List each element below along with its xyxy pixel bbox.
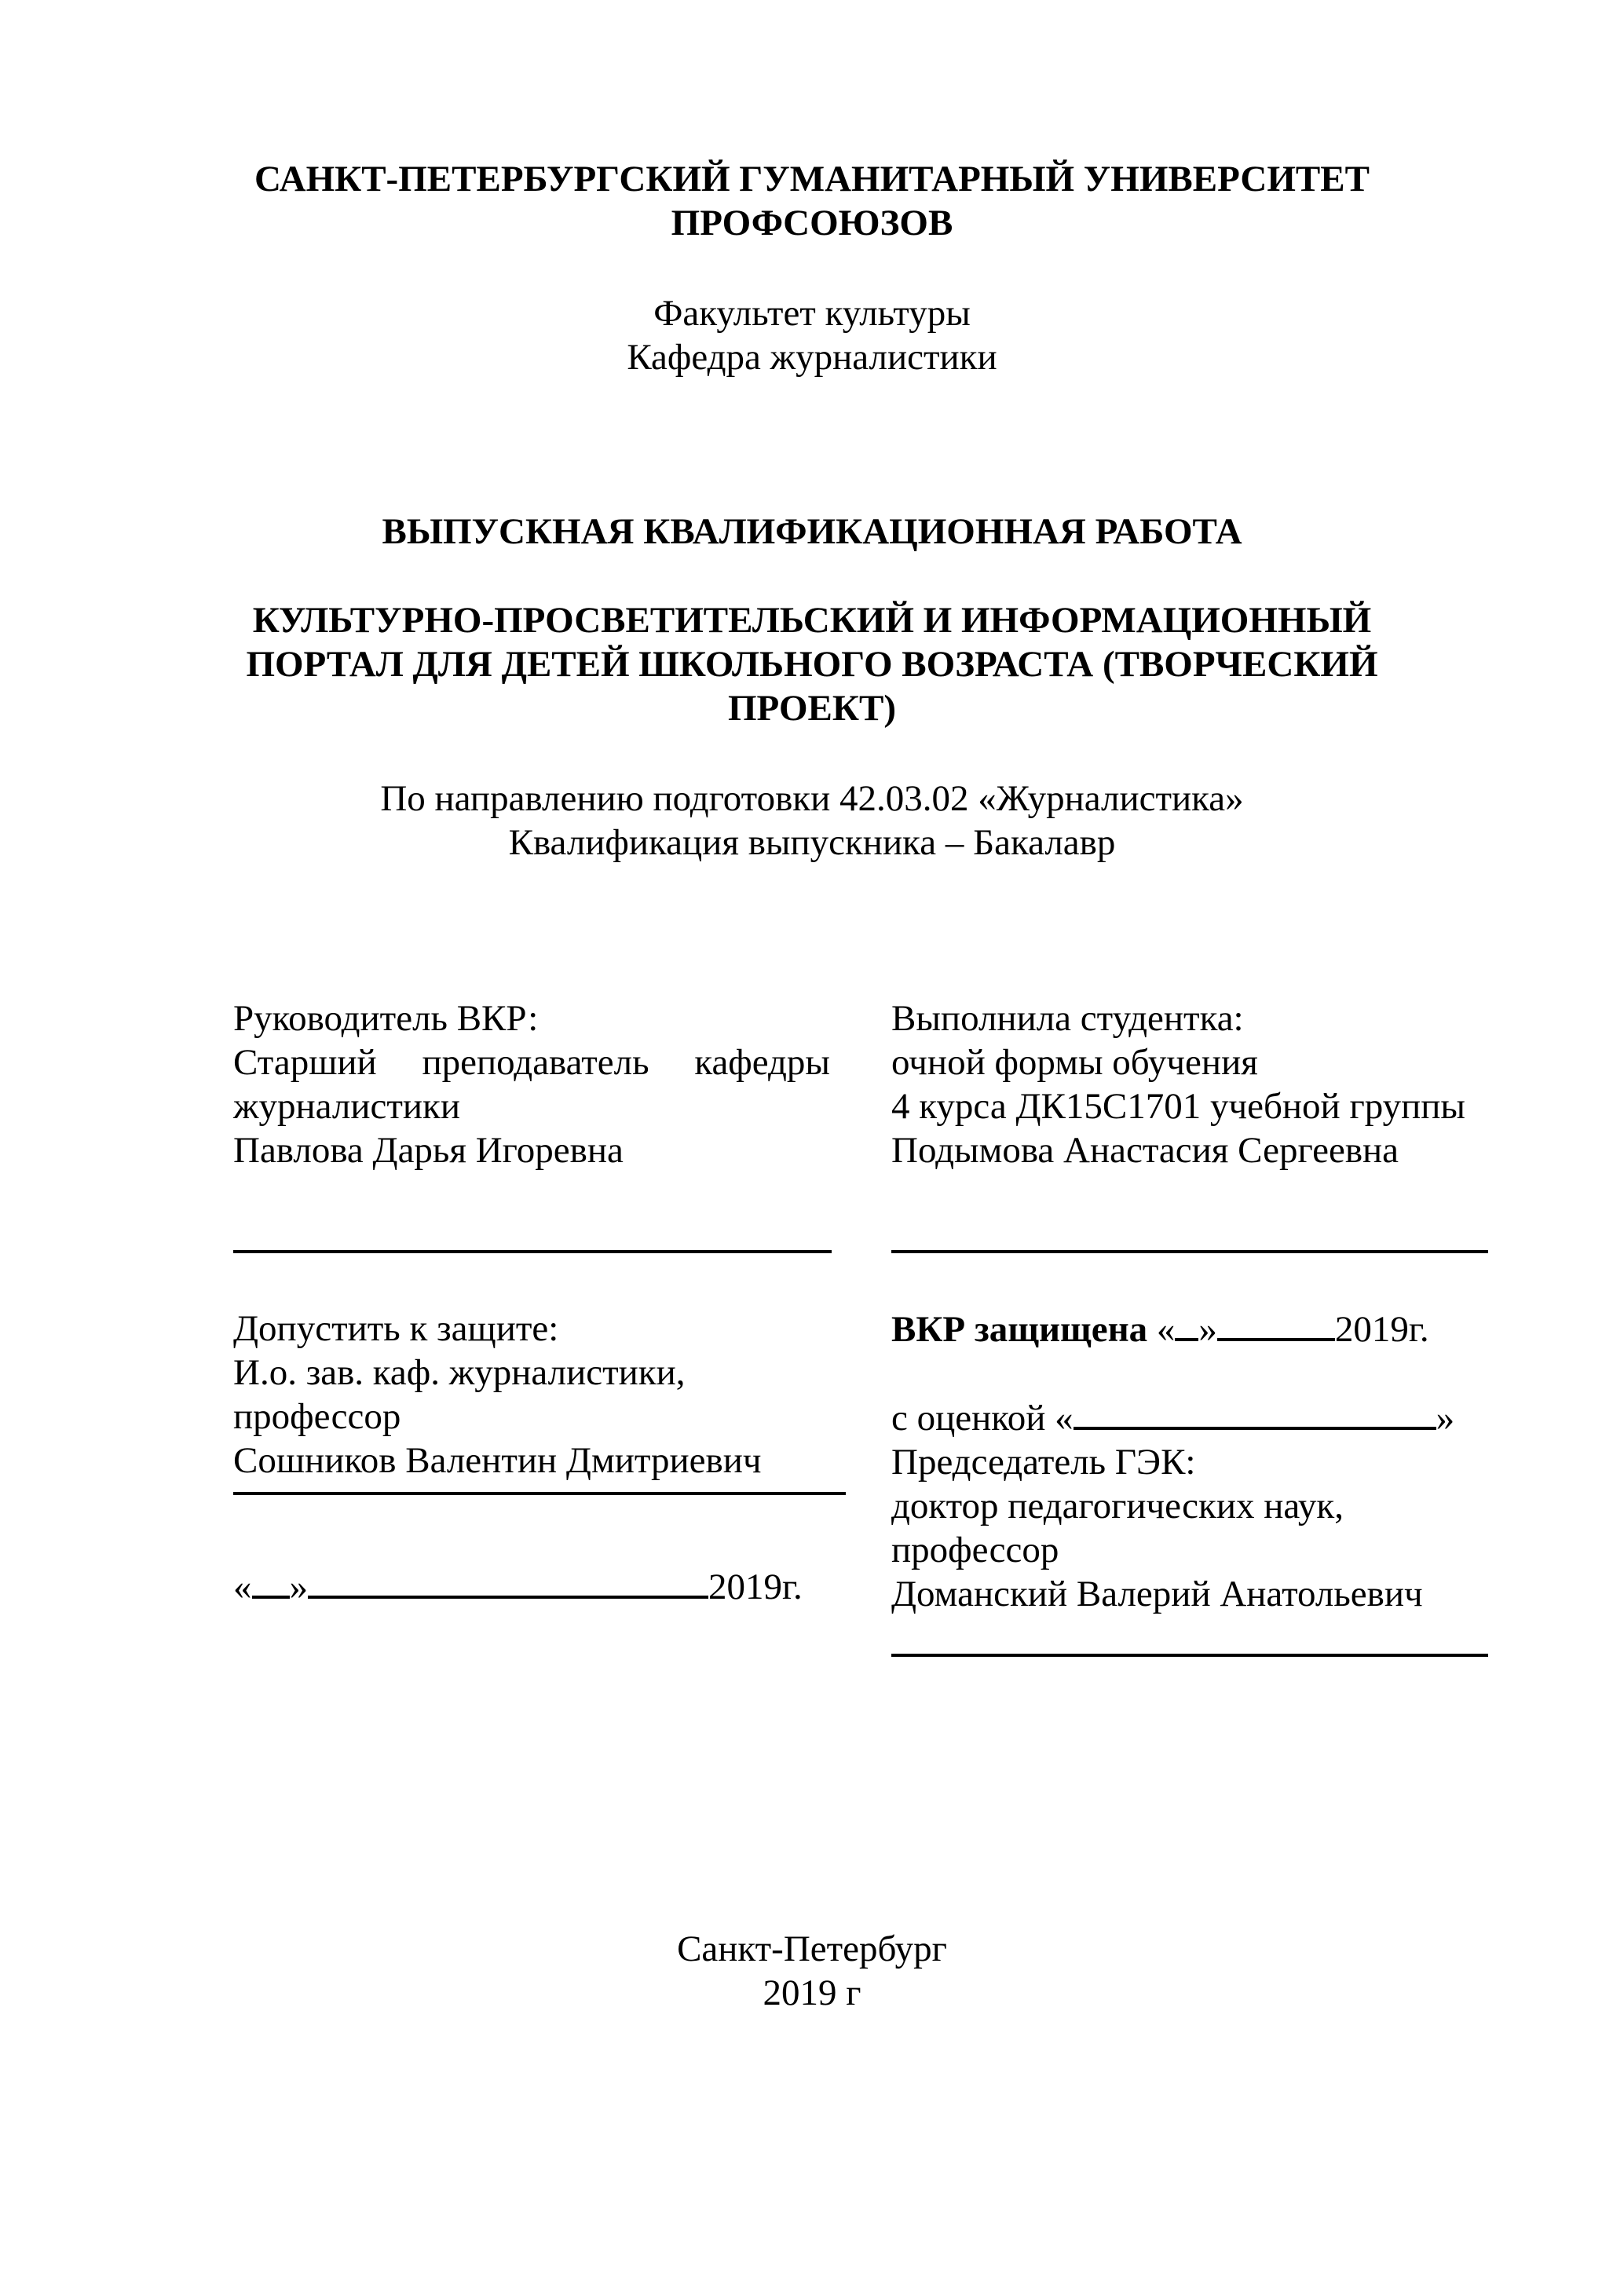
chair-title: профессор <box>891 1530 1059 1570</box>
qualification: Квалификация выпускника – Бакалавр <box>508 822 1116 863</box>
admit-position: И.о. зав. каф. журналистики, <box>233 1352 686 1393</box>
chair-signature-line <box>891 1654 1488 1657</box>
student-group: 4 курса ДК15С1701 учебной группы <box>891 1086 1465 1127</box>
university-line: ПРОФСОЮЗОВ <box>671 203 953 243</box>
topic-line: ПРОЕКТ) <box>728 688 896 729</box>
faculty: Факультет культуры <box>653 293 971 334</box>
direction-block <box>0 777 1624 865</box>
quote-close: » <box>289 1567 308 1607</box>
admit-title: профессор <box>233 1396 401 1437</box>
city: Санкт-Петербург <box>677 1929 947 1969</box>
chair-label: Председатель ГЭК: <box>891 1442 1196 1483</box>
quote-close: » <box>1436 1398 1455 1439</box>
work-type: ВЫПУСКНАЯ КВАЛИФИКАЦИОННАЯ РАБОТА <box>382 511 1242 552</box>
supervisor-label: Руководитель ВКР: <box>233 998 539 1039</box>
topic-line: КУЛЬТУРНО-ПРОСВЕТИТЕЛЬСКИЙ И ИНФОРМАЦИОННЫЙ <box>252 600 1372 641</box>
defense-date <box>891 1307 1520 1351</box>
grade <box>891 1395 1520 1440</box>
admit-signature-line <box>233 1492 846 1495</box>
grade-label: с оценкой « <box>891 1398 1074 1439</box>
defense-block <box>891 1307 1520 1616</box>
admit-name: Сошников Валентин Дмитриевич <box>233 1440 762 1481</box>
year: 2019 г <box>763 1972 861 2013</box>
admit-year: 2019г. <box>708 1567 803 1607</box>
defense-year: 2019г. <box>1334 1309 1429 1350</box>
quote-open: « <box>1147 1309 1176 1350</box>
supervisor-name: Павлова Дарья Игоревна <box>233 1130 624 1171</box>
admit-label: Допустить к защите: <box>233 1308 559 1349</box>
student-block <box>891 996 1488 1172</box>
student-name: Подымова Анастасия Сергеевна <box>891 1130 1399 1171</box>
day-blank <box>252 1564 290 1599</box>
defense-label: ВКР защищена <box>891 1309 1148 1350</box>
faculty-block <box>0 291 1624 379</box>
grade-blank <box>1074 1395 1436 1430</box>
supervisor-position: журналистики <box>233 1086 461 1127</box>
quote-open: « <box>233 1567 252 1607</box>
direction: По направлению подготовки 42.03.02 «Журналистика» <box>380 778 1244 819</box>
quote-close: » <box>1198 1309 1217 1350</box>
chair-name: Доманский Валерий Анатольевич <box>891 1574 1423 1614</box>
student-label: Выполнила студентка: <box>891 998 1244 1039</box>
supervisor-position: Старший преподаватель кафедры <box>233 1042 830 1083</box>
topic-line: ПОРТАЛ ДЛЯ ДЕТЕЙ ШКОЛЬНОГО ВОЗРАСТА (ТВОРЧЕСКИЙ <box>246 644 1378 685</box>
chair-degree: доктор педагогических наук, <box>891 1486 1344 1526</box>
admit-block <box>233 1307 830 1483</box>
student-form: очной формы обучения <box>891 1042 1258 1083</box>
supervisor-block <box>233 996 830 1172</box>
department: Кафедра журналистики <box>627 337 997 378</box>
supervisor-signature-line <box>233 1250 832 1253</box>
student-signature-line <box>891 1250 1488 1253</box>
university-name <box>0 157 1624 245</box>
topic-title <box>0 598 1624 730</box>
month-blank <box>1217 1307 1335 1341</box>
footer <box>0 1927 1624 2015</box>
month-blank <box>308 1564 708 1599</box>
admit-date <box>233 1564 861 1609</box>
university-line: САНКТ-ПЕТЕРБУРГСКИЙ ГУМАНИТАРНЫЙ УНИВЕРСИТЕТ <box>254 159 1370 199</box>
day-blank <box>1175 1307 1198 1341</box>
